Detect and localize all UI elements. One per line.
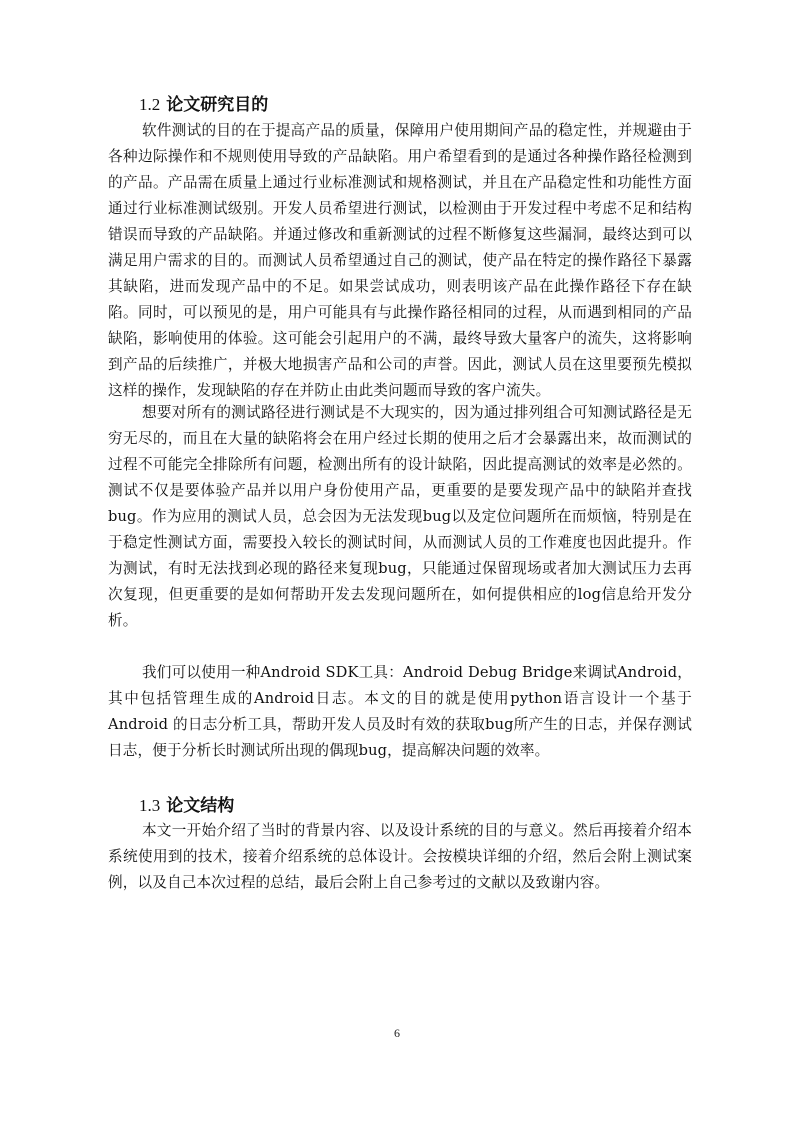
section-heading-1-2: [139, 94, 268, 116]
section-heading-1-3: [139, 795, 234, 817]
section-title: 论文研究目的: [166, 95, 269, 115]
section-number: 1.3: [139, 796, 161, 815]
section-number: 1.2: [139, 95, 161, 114]
section-title: 论文结构: [166, 796, 235, 816]
paragraph-purpose-3: 我们可以使用一种Android SDK工具：Android Debug Bridge来调试Android，其中包括管理生成的Android日志。本文的目的就是使用python语言设计一个基于Android 的日志分析工具，帮助开发人员及时有效的获取bug所产生的日志，并保存测试日志，便于分析长时测试所出现的偶现bug，提高解决问题的效率。: [108, 664, 692, 759]
paragraph-structure-1: 本文一开始介绍了当时的背景内容、以及设计系统的目的与意义。然后再接着介绍本系统使用到的技术，接着介绍系统的总体设计。会按模块详细的介绍，然后会附上测试案例，以及自己本次过程的总结，最后会附上自己参考过的文献以及致谢内容。: [108, 822, 692, 891]
page-number: 6: [394, 1026, 400, 1040]
paragraph-purpose-2: 想要对所有的测试路径进行测试是不大现实的，因为通过排列组合可知测试路径是无穷无尽的，而且在大量的缺陷将会在用户经过长期的使用之后才会暴露出来，故而测试的过程不可能完全排除所有问题，检测出所有的设计缺陷，因此提高测试的效率是必然的。测试不仅是要体验产品并以用户身份使用产品，更重要的是要发现产品中的缺陷并查找bug。作为应用的测试人员，总会因为无法发现bug以及定位问题所在而烦恼，特别是在于稳定性测试方面，需要投入较长的测试时间，从而测试人员的工作难度也因此提升。作为测试，有时无法找到必现的路径来复现bug，只能通过保留现场或者加大测试压力去再次复现，但更重要的是如何帮助开发去发现问题所在，如何提供相应的log信息给开发分析。: [108, 404, 692, 629]
paragraph-purpose-1: 软件测试的目的在于提高产品的质量，保障用户使用期间产品的稳定性，并规避由于各种边际操作和不规则使用导致的产品缺陷。用户希望看到的是通过各种操作路径检测到的产品。产品需在质量上通过行业标准测试和规格测试，并且在产品稳定性和功能性方面通过行业标准测试级别。开发人员希望进行测试，以检测由于开发过程中考虑不足和结构错误而导致的产品缺陷。并通过修改和重新测试的过程不断修复这些漏洞，最终达到可以满足用户需求的目的。而测试人员希望通过自己的测试，使产品在特定的操作路径下暴露其缺陷，进而发现产品中的不足。如果尝试成功，则表明该产品在此操作路径下存在缺陷。同时，可以预见的是，用户可能具有与此操作路径相同的过程，从而遇到相同的产品缺陷，影响使用的体验。这可能会引起用户的不满，最终导致大量客户的流失，这将影响到产品的后续推广，并极大地损害产品和公司的声誉。因此，测试人员在这里要预先模拟这样的操作，发现缺陷的存在并防止由此类问题而导致的客户流失。: [108, 122, 692, 399]
